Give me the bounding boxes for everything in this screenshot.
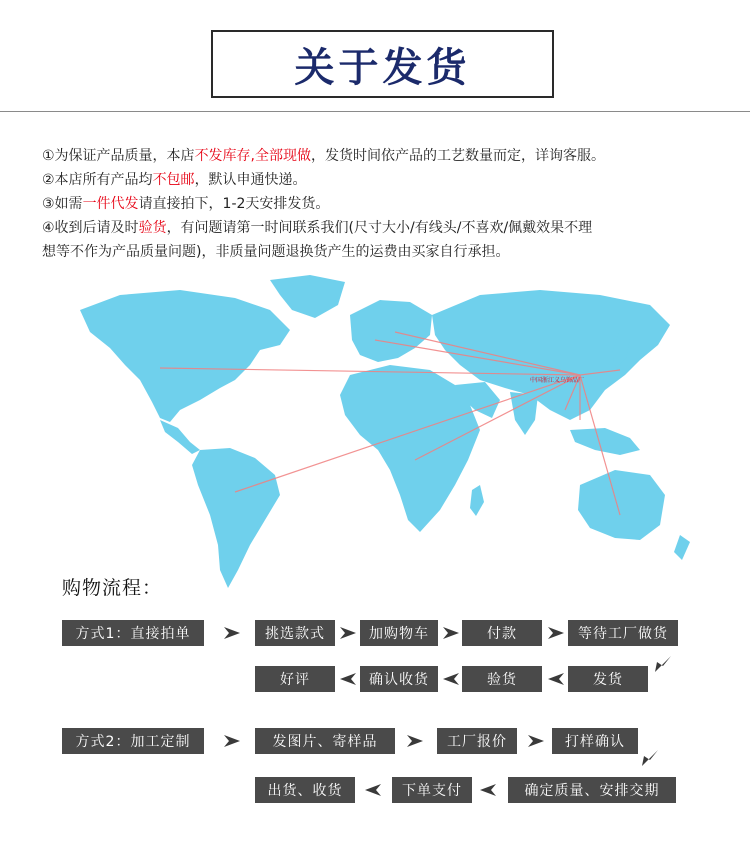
note-1-highlight: 不发库存,全部现做 xyxy=(194,148,312,164)
step-wait-factory: 等待工厂做货 xyxy=(568,620,678,646)
note-4-cont: 想等不作为产品质量问题)，非质量问题退换货产生的运费由买家自行承担。 xyxy=(42,244,510,260)
step-add-to-cart: 加购物车 xyxy=(360,620,438,646)
arrow-right-icon xyxy=(405,731,425,751)
arrow-left-icon xyxy=(441,669,461,689)
step-ship-receive: 出货、收货 xyxy=(255,777,355,803)
step-select-style: 挑选款式 xyxy=(255,620,335,646)
note-2: ②本店所有产品均不包邮，默认申通快递。 xyxy=(42,172,307,188)
note-2-highlight: 不包邮 xyxy=(152,172,195,188)
method2-label: 方式2：加工定制 xyxy=(62,728,204,754)
step-confirm-quality: 确定质量、安排交期 xyxy=(508,777,676,803)
step-send-images: 发图片、寄样品 xyxy=(255,728,395,754)
origin-label: 中国浙江义乌饰品厂 xyxy=(530,377,585,384)
map-land xyxy=(80,275,690,588)
note-1: ①为保证产品质量，本店不发库存,全部现做，发货时间依产品的工艺数量而定，详询客服。 xyxy=(42,148,606,164)
world-map xyxy=(60,270,710,590)
title-box xyxy=(211,30,554,98)
flow-title: 购物流程： xyxy=(62,577,163,599)
arrow-right-icon xyxy=(222,623,242,643)
note-3-highlight: 一件代发 xyxy=(82,196,139,212)
step-factory-quote: 工厂报价 xyxy=(437,728,517,754)
page-title: 关于发货 xyxy=(294,44,471,91)
arrow-right-icon xyxy=(338,623,358,643)
arrow-right-icon xyxy=(441,623,461,643)
arrow-left-icon xyxy=(546,669,566,689)
divider xyxy=(0,111,750,112)
arrow-left-icon xyxy=(478,780,498,800)
arrow-down-left-icon xyxy=(653,654,673,674)
step-place-order: 下单支付 xyxy=(392,777,472,803)
arrow-down-left-icon xyxy=(640,748,660,768)
step-inspect: 验货 xyxy=(462,666,542,692)
arrow-right-icon xyxy=(222,731,242,751)
step-ship: 发货 xyxy=(568,666,648,692)
note-3: ③如需一件代发请直接拍下，1-2天安排发货。 xyxy=(42,196,330,212)
note-4-highlight: 验货 xyxy=(138,220,167,236)
note-4: ④收到后请及时验货，有问题请第一时间联系我们(尺寸大小/有线头/不喜欢/佩戴效果不理 xyxy=(42,220,593,236)
step-review: 好评 xyxy=(255,666,335,692)
arrow-left-icon xyxy=(363,780,383,800)
step-pay: 付款 xyxy=(462,620,542,646)
shipping-notes xyxy=(42,144,732,264)
method1-label: 方式1：直接拍单 xyxy=(62,620,204,646)
step-confirm-receipt: 确认收货 xyxy=(360,666,438,692)
arrow-right-icon xyxy=(526,731,546,751)
arrow-right-icon xyxy=(546,623,566,643)
step-sample-confirm: 打样确认 xyxy=(552,728,638,754)
arrow-left-icon xyxy=(338,669,358,689)
